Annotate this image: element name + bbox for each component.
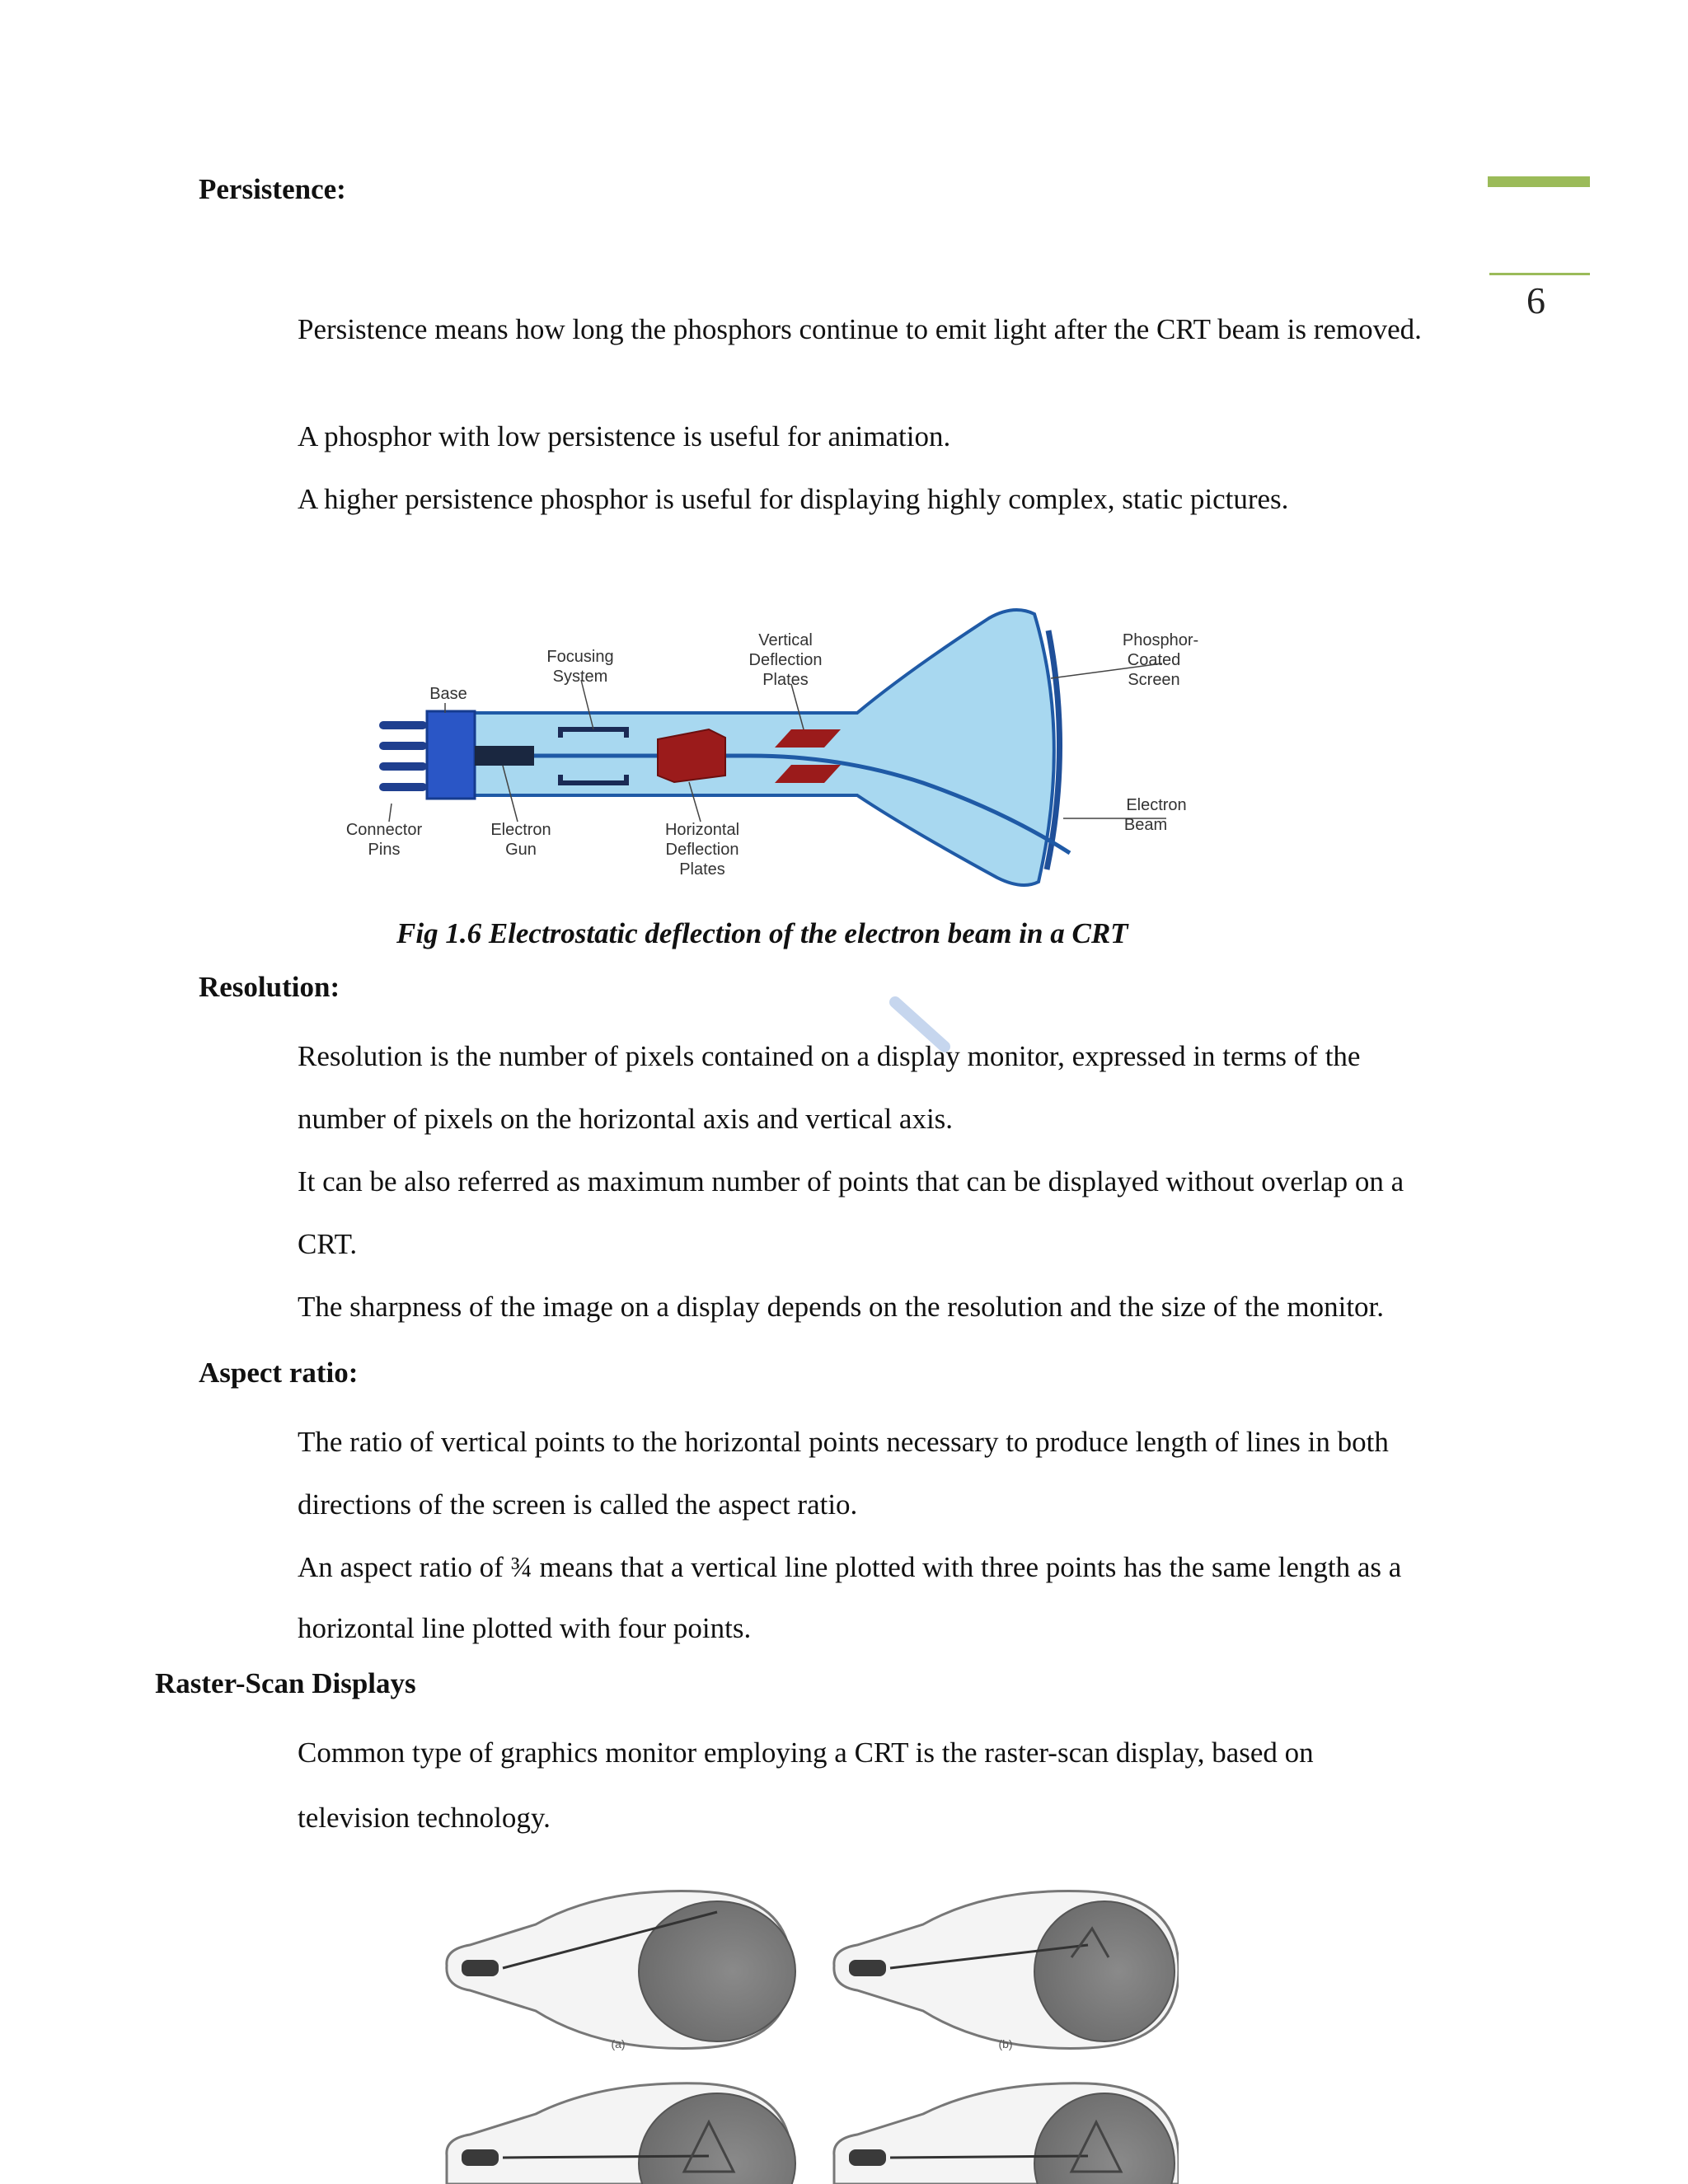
crt-illustration-a — [447, 1891, 795, 2051]
raster-line-1: Common type of graphics monitor employing a CRT is the raster-scan display, based on — [298, 1736, 1314, 1769]
label-gun-1: Electron — [490, 821, 551, 839]
label-base: Base — [429, 685, 467, 703]
crt-illustration-b — [834, 1891, 1179, 2051]
crt-electrostatic-deflection-diagram — [330, 606, 1220, 890]
label-beam-1: Electron — [1126, 796, 1187, 814]
label-horizontal-2: Deflection — [665, 841, 739, 859]
label-phosphor-3: Screen — [1128, 671, 1180, 689]
figure-caption: Fig 1.6 Electrostatic deflection of the electron beam in a CRT — [396, 917, 1128, 949]
persistence-paragraph-3: A higher persistence phosphor is useful for displaying highly complex, static pictures. — [298, 483, 1289, 515]
persistence-paragraph-1: Persistence means how long the phosphors continue to emit light after the CRT beam is removed. — [298, 313, 1422, 345]
label-focusing-1: Focusing — [546, 648, 614, 666]
crt-base — [427, 711, 475, 799]
label-connector-1: Connector — [345, 821, 423, 839]
heading-resolution: Resolution: — [199, 971, 340, 1003]
heading-persistence: Persistence: — [199, 173, 346, 205]
label-phosphor-1: Phosphor- — [1122, 631, 1199, 649]
resolution-line-4: CRT. — [298, 1228, 358, 1260]
resolution-line-2: number of pixels on the horizontal axis and vertical axis. — [298, 1103, 954, 1135]
label-phosphor-2: Coated — [1127, 651, 1181, 669]
crt-illustration-c — [447, 2083, 795, 2184]
heading-aspect-ratio: Aspect ratio: — [199, 1357, 359, 1389]
label-tube-a: (a) — [611, 2037, 626, 2050]
label-horizontal-3: Plates — [679, 860, 725, 879]
page-number: 6 — [1526, 279, 1545, 321]
crt-illustration-d — [834, 2083, 1179, 2184]
header-accent-bar — [1488, 176, 1590, 187]
label-tube-b: (b) — [998, 2037, 1013, 2050]
horizontal-deflection-plates — [658, 729, 725, 782]
electron-gun — [475, 746, 534, 766]
label-vertical-2: Deflection — [748, 651, 823, 669]
label-beam-2: Beam — [1123, 816, 1168, 834]
connector-pins — [379, 721, 427, 791]
label-vertical-3: Plates — [762, 671, 809, 689]
header-rule — [1489, 273, 1590, 275]
heading-raster-scan: Raster-Scan Displays — [155, 1667, 416, 1699]
aspect-line-4: horizontal line plotted with four points. — [298, 1612, 752, 1644]
resolution-line-3: It can be also referred as maximum number of points that can be displayed without overlap on a — [298, 1165, 1404, 1197]
raster-scan-illustration — [437, 1879, 1179, 2184]
resolution-line-5: The sharpness of the image on a display depends on the resolution and the size of the monitor. — [298, 1291, 1385, 1323]
label-horizontal-1: Horizontal — [664, 821, 740, 839]
label-gun-2: Gun — [505, 841, 537, 859]
raster-line-2: television technology. — [298, 1802, 551, 1834]
aspect-line-2: directions of the screen is called the aspect ratio. — [298, 1488, 858, 1521]
label-vertical-1: Vertical — [758, 631, 813, 649]
label-focusing-2: System — [552, 668, 608, 686]
label-connector-2: Pins — [368, 841, 401, 859]
aspect-line-1: The ratio of vertical points to the horizontal points necessary to produce length of lines in both — [298, 1426, 1389, 1458]
resolution-line-1: Resolution is the number of pixels contained on a display monitor, expressed in terms of the — [298, 1040, 1361, 1072]
persistence-paragraph-2: A phosphor with low persistence is useful for animation. — [298, 420, 951, 452]
aspect-line-3: An aspect ratio of ¾ means that a vertical line plotted with three points has the same length as a — [298, 1551, 1402, 1583]
